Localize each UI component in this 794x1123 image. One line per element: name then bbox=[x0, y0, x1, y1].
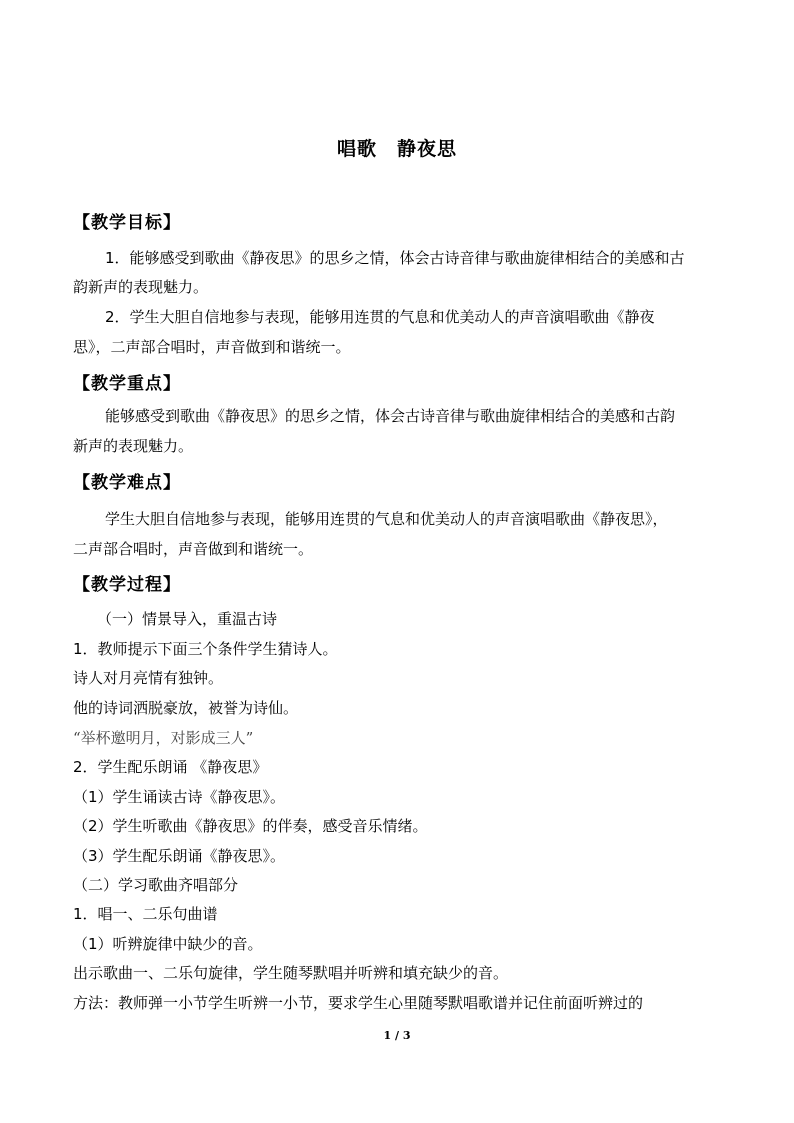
page-number: 1 / 3 bbox=[383, 1029, 411, 1042]
process-line-8: （2）学生听歌曲《静夜思》的伴奏，感受音乐情绪。 bbox=[73, 817, 428, 835]
heading-difficulties: 【教学难点】 bbox=[73, 473, 181, 493]
objectives-line-2: 韵新声的表现魅力。 bbox=[73, 278, 209, 296]
process-line-7: （1）学生诵读古诗《静夜思》。 bbox=[73, 788, 286, 806]
page-title: 唱歌 静夜思 bbox=[336, 138, 457, 160]
process-line-9: （3）学生配乐朗诵《静夜思》。 bbox=[73, 847, 286, 865]
difficulties-line-2: 二声部合唱时，声音做到和谐统一。 bbox=[73, 540, 314, 558]
process-line-4: 他的诗词洒脱豪放，被誉为诗仙。 bbox=[73, 699, 299, 717]
process-line-6: 2．学生配乐朗诵 《静夜思》 bbox=[73, 758, 268, 776]
process-line-3: 诗人对月亮情有独钟。 bbox=[73, 669, 224, 687]
heading-process: 【教学过程】 bbox=[73, 575, 181, 595]
process-line-12: （1）听辨旋律中缺少的音。 bbox=[73, 935, 263, 953]
process-line-1: （一）情景导入，重温古诗 bbox=[97, 610, 278, 628]
process-line-14: 方法：教师弹一小节学生听辨一小节，要求学生心里随琴默唱歌谱并记住前面听辨过的 bbox=[73, 994, 644, 1012]
objectives-line-4: 思》，二声部合唱时，声音做到和谐统一。 bbox=[73, 338, 351, 356]
process-line-11: 1．唱一、二乐句曲谱 bbox=[73, 905, 218, 923]
objectives-line-1: 1．能够感受到歌曲《静夜思》的思乡之情，体会古诗音律与歌曲旋律相结合的美感和古 bbox=[105, 249, 685, 267]
objectives-line-3: 2．学生大胆自信地参与表现，能够用连贯的气息和优美动人的声音演唱歌曲《静夜 bbox=[105, 308, 655, 326]
key-points-line-1: 能够感受到歌曲《静夜思》的思乡之情，体会古诗音律与歌曲旋律相结合的美感和古韵 bbox=[105, 407, 676, 425]
difficulties-line-1: 学生大胆自信地参与表现，能够用连贯的气息和优美动人的声音演唱歌曲《静夜思》， bbox=[105, 510, 668, 528]
heading-objectives: 【教学目标】 bbox=[73, 213, 181, 233]
process-line-2: 1．教师提示下面三个条件学生猜诗人。 bbox=[73, 640, 338, 658]
key-points-line-2: 新声的表现魅力。 bbox=[73, 437, 194, 455]
process-line-10: （二）学习歌曲齐唱部分 bbox=[73, 876, 239, 894]
process-line-13: 出示歌曲一、二乐句旋律，学生随琴默唱并听辨和填充缺少的音。 bbox=[73, 964, 509, 982]
process-line-quote: “举杯邀明月，对影成三人” bbox=[73, 729, 254, 747]
heading-key-points: 【教学重点】 bbox=[73, 374, 181, 394]
